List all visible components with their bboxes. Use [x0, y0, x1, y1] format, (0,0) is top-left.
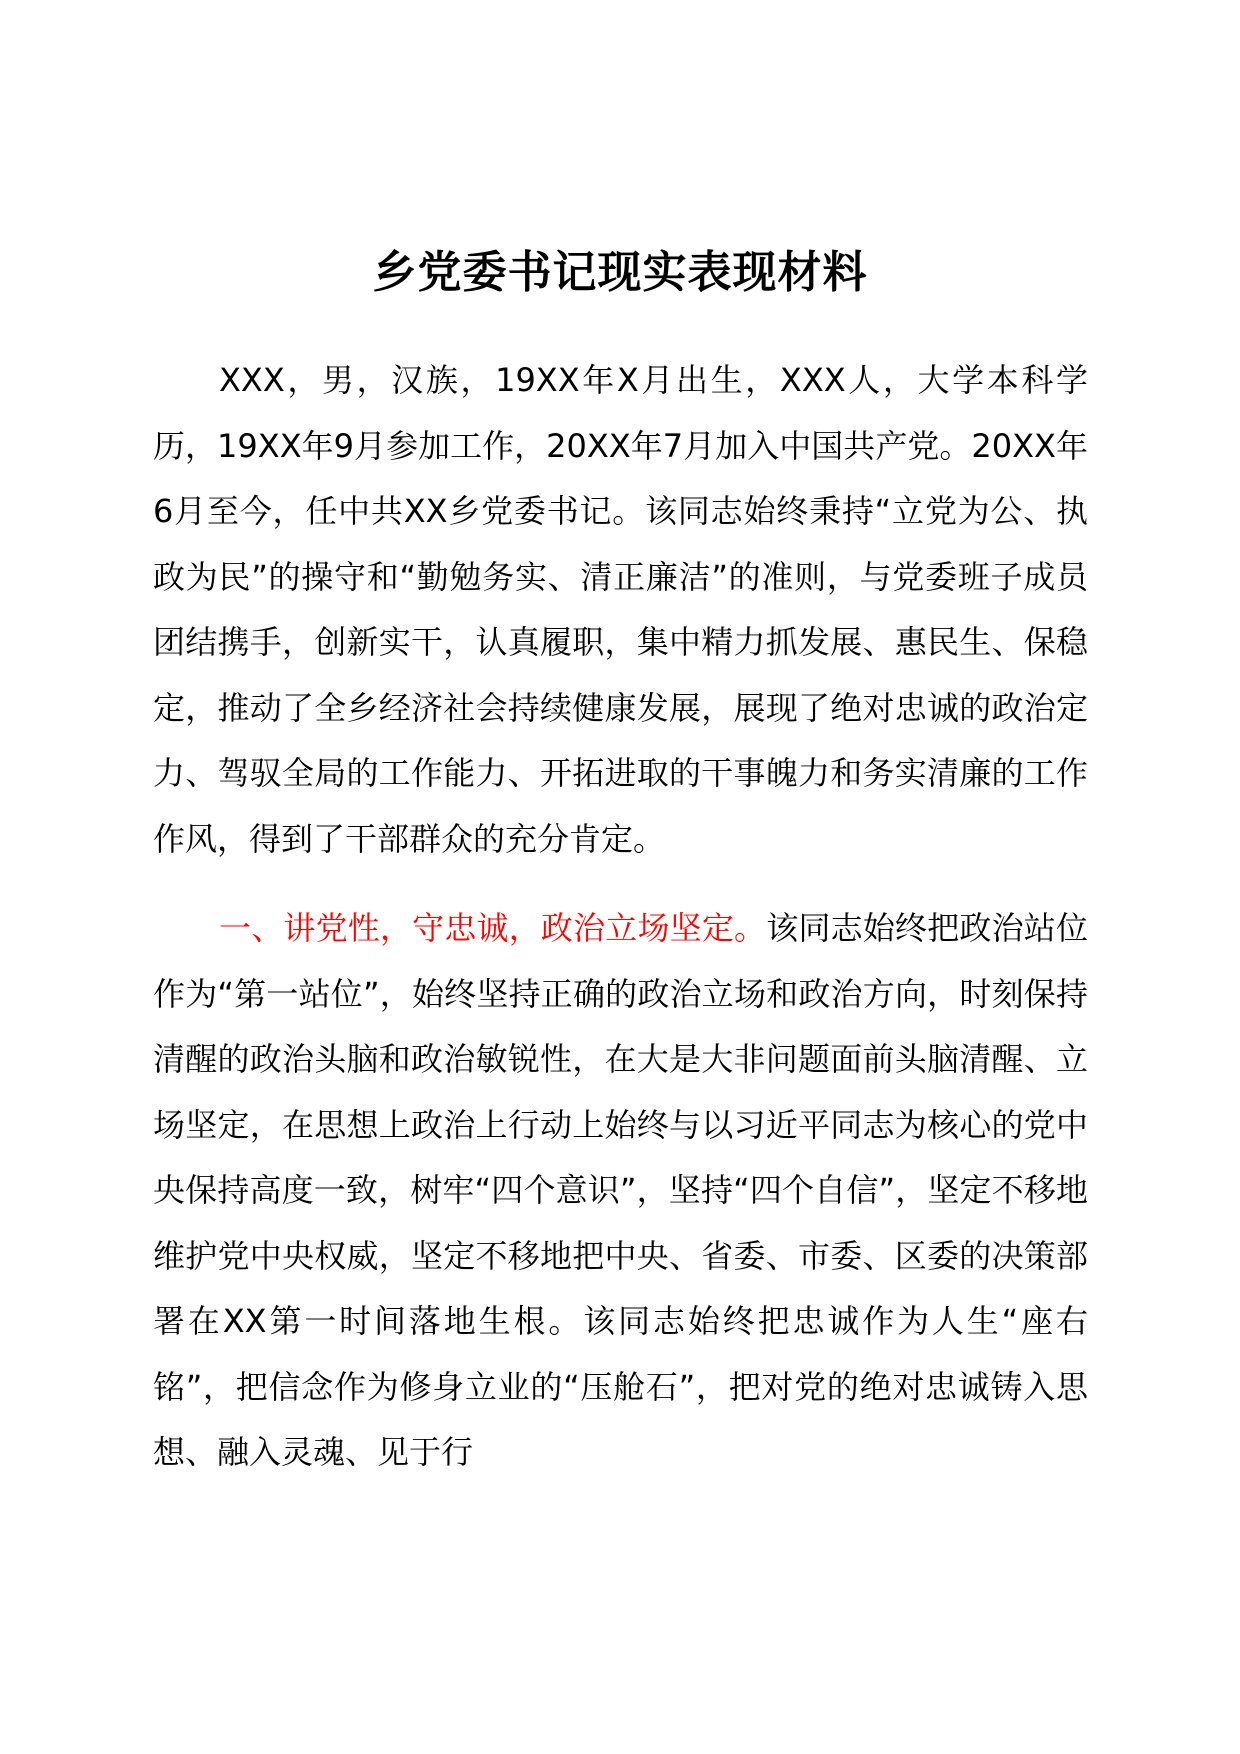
document-title: 乡党委书记现实表现材料	[372, 247, 868, 298]
section-one-heading: 一、讲党性，守忠诚，政治立场坚定。	[219, 909, 767, 947]
document-body	[153, 348, 1088, 1486]
intro-paragraph	[153, 348, 1088, 872]
section-one-paragraph	[153, 896, 1088, 1486]
intro-paragraph-text: XXX，男，汉族，19XX年X月出生，XXX人，大学本科学历，19XX年9月参加工作，20XX年7月加入中国共产党。20XX年6月至今，任中共XX乡党委书记。该同志始终秉持“立党为公、执政为民”的操守和“勤勉务实、清正廉洁”的准则，与党委班子成员团结携手，创新实干，认真履职，集中精力抓发展、惠民生、保稳定，推动了全乡经济社会持续健康发展，展现了绝对忠诚的政治定力、驾驭全局的工作能力、开拓进取的干事魄力和务实清廉的工作作风，得到了干部群众的充分肯定。	[153, 361, 1088, 858]
section-one-text: 该同志始终把政治站位作为“第一站位”，始终坚持正确的政治立场和政治方向，时刻保持清醒的政治头脑和政治敏锐性，在大是大非问题面前头脑清醒、立场坚定，在思想上政治上行动上始终与以习近平同志为核心的党中央保持高度一致，树牢“四个意识”，坚持“四个自信”，坚定不移地维护党中央权威，坚定不移地把中央、省委、市委、区委的决策部署在XX第一时间落地生根。该同志始终把忠诚作为人生“座右铭”，把信念作为修身立业的“压舱石”，把对党的绝对忠诚铸入思想、融入灵魂、见于行	[153, 909, 1088, 1471]
